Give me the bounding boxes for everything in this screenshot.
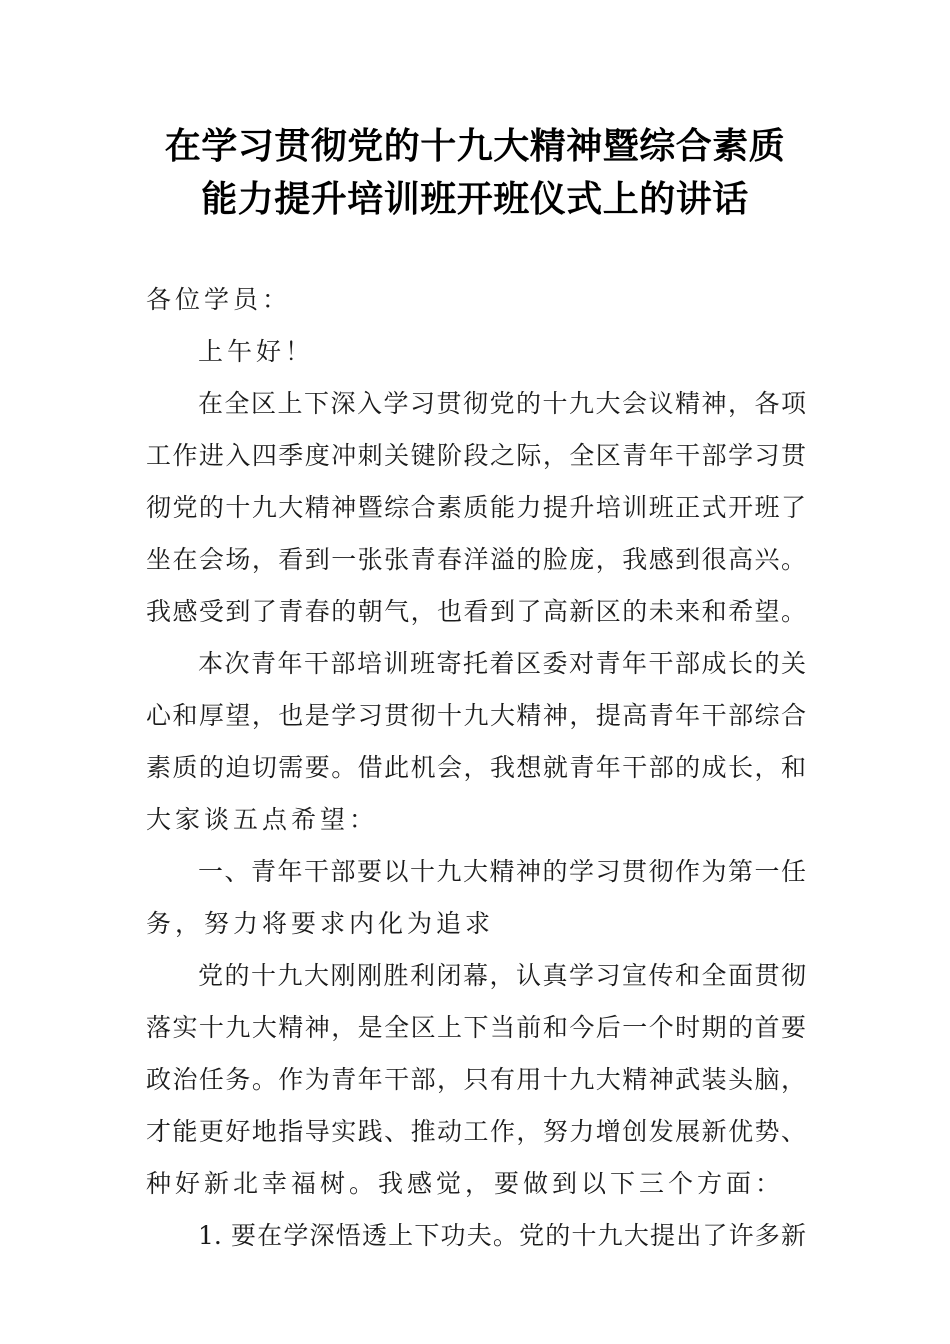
paragraph-line: 落实十九大精神，是全区上下当前和今后一个时期的首要 — [146, 1013, 806, 1042]
section-heading-line: 一、青年干部要以十九大精神的学习贯彻作为第一任 — [198, 857, 806, 886]
paragraph-line: 种好新北幸福树。我感觉，要做到以下三个方面： — [146, 1169, 785, 1198]
numbered-item-line: 1. 要在学深悟透上下功夫。党的十九大提出了许多新 — [198, 1221, 806, 1250]
document-title-line-1: 在学习贯彻党的十九大精神暨综合素质 — [164, 125, 786, 167]
paragraph-line: 在全区上下深入学习贯彻党的十九大会议精神，各项 — [198, 389, 806, 418]
paragraph-line: 素质的迫切需要。借此机会，我想就青年干部的成长，和 — [146, 753, 806, 782]
paragraph-line: 我感受到了青春的朝气，也看到了高新区的未来和希望。 — [146, 597, 806, 626]
paragraph-line: 大家谈五点希望： — [146, 805, 379, 834]
paragraph-line: 坐在会场，看到一张张青春洋溢的脸庞，我感到很高兴。 — [146, 545, 806, 574]
paragraph-line: 本次青年干部培训班寄托着区委对青年干部成长的关 — [198, 649, 806, 678]
document-title-line-2: 能力提升培训班开班仪式上的讲话 — [201, 178, 749, 220]
paragraph-line: 工作进入四季度冲刺关键阶段之际，全区青年干部学习贯 — [146, 441, 806, 470]
greeting: 上午好！ — [198, 337, 315, 366]
paragraph-line: 党的十九大刚刚胜利闭幕，认真学习宣传和全面贯彻 — [198, 961, 806, 990]
section-heading-line: 务，努力将要求内化为追求 — [146, 909, 495, 938]
paragraph-line: 心和厚望，也是学习贯彻十九大精神，提高青年干部综合 — [146, 701, 806, 730]
salutation: 各位学员： — [146, 285, 292, 314]
paragraph-line: 政治任务。作为青年干部，只有用十九大精神武装头脑， — [146, 1065, 806, 1094]
paragraph-line: 彻党的十九大精神暨综合素质能力提升培训班正式开班了 — [146, 493, 806, 522]
paragraph-line: 才能更好地指导实践、推动工作，努力增创发展新优势、 — [146, 1117, 806, 1146]
